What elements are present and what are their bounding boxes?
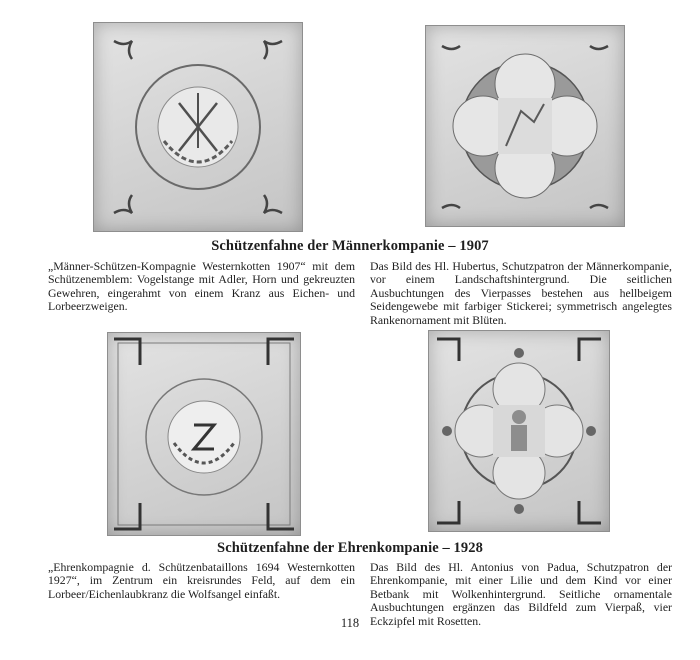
page-number: 118 [340,616,360,630]
flag-emblem-illustration [94,23,302,231]
description-ehrenkompanie-back: Das Bild des Hl. Antonius von Padua, Schutzpatron der Ehrenkompanie, mit einer Lilie und dem Kind vor einer Betbank mit Wolkenhintergrund. Seitliche ornamentale Ausbuchtungen ergänzen das Bildfeld zum Vierpaß, vier Eckzipfel mit Rosetten. [370,560,672,628]
section-title-ehrenkompanie: Schützenfahne der Ehrenkompanie – 1928 [217,540,483,556]
wolfsangel-wreath-illustration [108,333,300,535]
section-title-maennerkompanie: Schützenfahne der Männerkompanie – 1907 [211,238,489,254]
flag-photo-ehrenkompanie-back [428,330,610,532]
description-ehrenkompanie-front: „Ehrenkompagnie d. Schützenbataillons 1694 Westernkotten 1927“, im Zentrum ein kreisrundes Feld, auf dem ein Lorbeer/Eichenlaubkranz die Wolfsangel einfaßt. [48,560,355,601]
flag-photo-maennerkompanie-front [93,22,303,232]
description-maennerkompanie-front: „Männer-Schützen-Kompagnie Westernkotten 1907“ mit dem Schützenemblem: Vogelstange mit Adler, Horn und gekreuzten Gewehren, eingerahmt von einem Kranz aus Eichen- und Lorbeerzweigen. [48,259,355,314]
flag-photo-ehrenkompanie-front [107,332,301,536]
quatrefoil-hubertus-illustration [426,26,624,226]
quatrefoil-antonius-illustration [429,331,609,531]
description-maennerkompanie-back: Das Bild des Hl. Hubertus, Schutzpatron der Männerkompanie, vor einem Landschaftshintergrund. Die seitlichen Ausbuchtungen des Vierpasses bestehen aus hellbeigem Seidengewebe mit farbiger Stickerei; symmetrisch angelegtes Rankenornament mit Blüten. [370,259,672,327]
flag-photo-maennerkompanie-back [425,25,625,227]
